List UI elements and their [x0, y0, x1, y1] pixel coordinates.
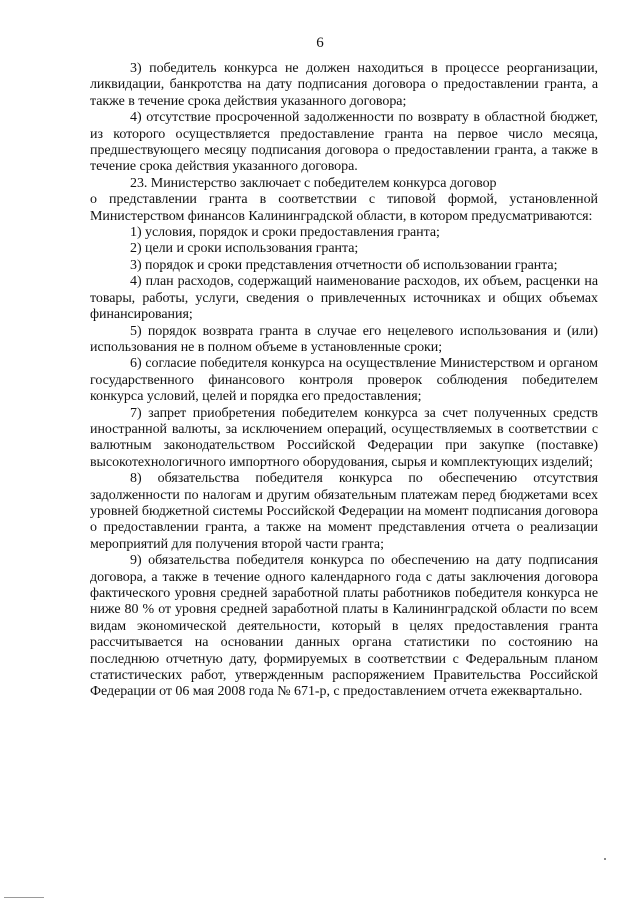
- document-body: [90, 61, 598, 701]
- list-item-2: 2) цели и сроки использования гранта;: [130, 241, 359, 257]
- paragraph-item-4: 4) отсутствие просроченной задолженности по возврату в областной бюджет, из которого осуществляется предоставление гранта на первое число месяца, предшествующего месяцу подписания договора о предоставлении гранта, а также в течение срока действия указанного договора.: [90, 110, 598, 175]
- list-item-6: 6) согласие победителя конкурса на осуществление Министерством и органом государственного финансового контроля проверок соблюдения победителем конкурса условий, целей и порядка его предоставления;: [90, 356, 598, 405]
- list-item-9: 9) обязательства победителя конкурса по обеспечению на дату подписания договора, а также в течение одного календарного года с даты заключения договора фактического уровня средней заработной платы работников победителя конкурса не ниже 80 % от уровня средней заработной платы в Калининградской области по всем видам экономической деятельности, который в целях предоставления гранта рассчитывается на основании данных органа статистики по состоянию на последнюю отчетную дату, формируемых в соответствии с Федеральным планом статистических работ, утвержденным распоряжением Правительства Российской Федерации от 06 мая 2008 года № 671-р, с предоставлением отчета ежеквартально.: [90, 553, 598, 700]
- list-item-7: 7) запрет приобретения победителем конкурса за счет полученных средств иностранной валюты, за исключением операций, осуществляемых в соответствии с валютным законодательством Российской Федерации при закупке (поставке) высокотехнологичного импортного оборудования, сырья и комплектующих изделий;: [90, 405, 598, 470]
- list-item-1: 1) условия, порядок и сроки предоставления гранта;: [130, 225, 440, 241]
- list-item-4: 4) план расходов, содержащий наименование расходов, их объем, расценки на товары, работы, услуги, сведения о привлеченных источниках и общих объемах финансирования;: [90, 274, 598, 323]
- page-number: 6: [316, 35, 324, 51]
- paragraph-section-23-continued: о представлении гранта в соответствии с типовой формой, установленной Министерством финансов Калининградской области, в котором предусматриваются:: [90, 192, 598, 224]
- paragraph-item-3: 3) победитель конкурса не должен находиться в процессе реорганизации, ликвидации, банкротства на дату подписания договора о предоставлении гранта, а также в течение срока действия указанного договора;: [90, 61, 598, 109]
- scan-edge-mark: [4, 897, 44, 898]
- list-item-5: 5) порядок возврата гранта в случае его нецелевого использования и (или) использования не в полном объеме в установленные сроки;: [90, 323, 598, 355]
- paragraph-section-23: 23. Министерство заключает с победителем конкурса договор: [130, 175, 497, 191]
- list-item-3: 3) порядок и сроки представления отчетности об использовании гранта;: [130, 257, 558, 273]
- list-item-8: 8) обязательства победителя конкурса по обеспечению отсутствия задолженности по налогам и другим обязательным платежам перед бюджетами всех уровней бюджетной системы Российской Федерации на момент подписания договора о предоставлении гранта, а также на момент представления отчета о реализации мероприятий для получения второй части гранта;: [90, 471, 598, 552]
- scan-speck: [604, 858, 606, 860]
